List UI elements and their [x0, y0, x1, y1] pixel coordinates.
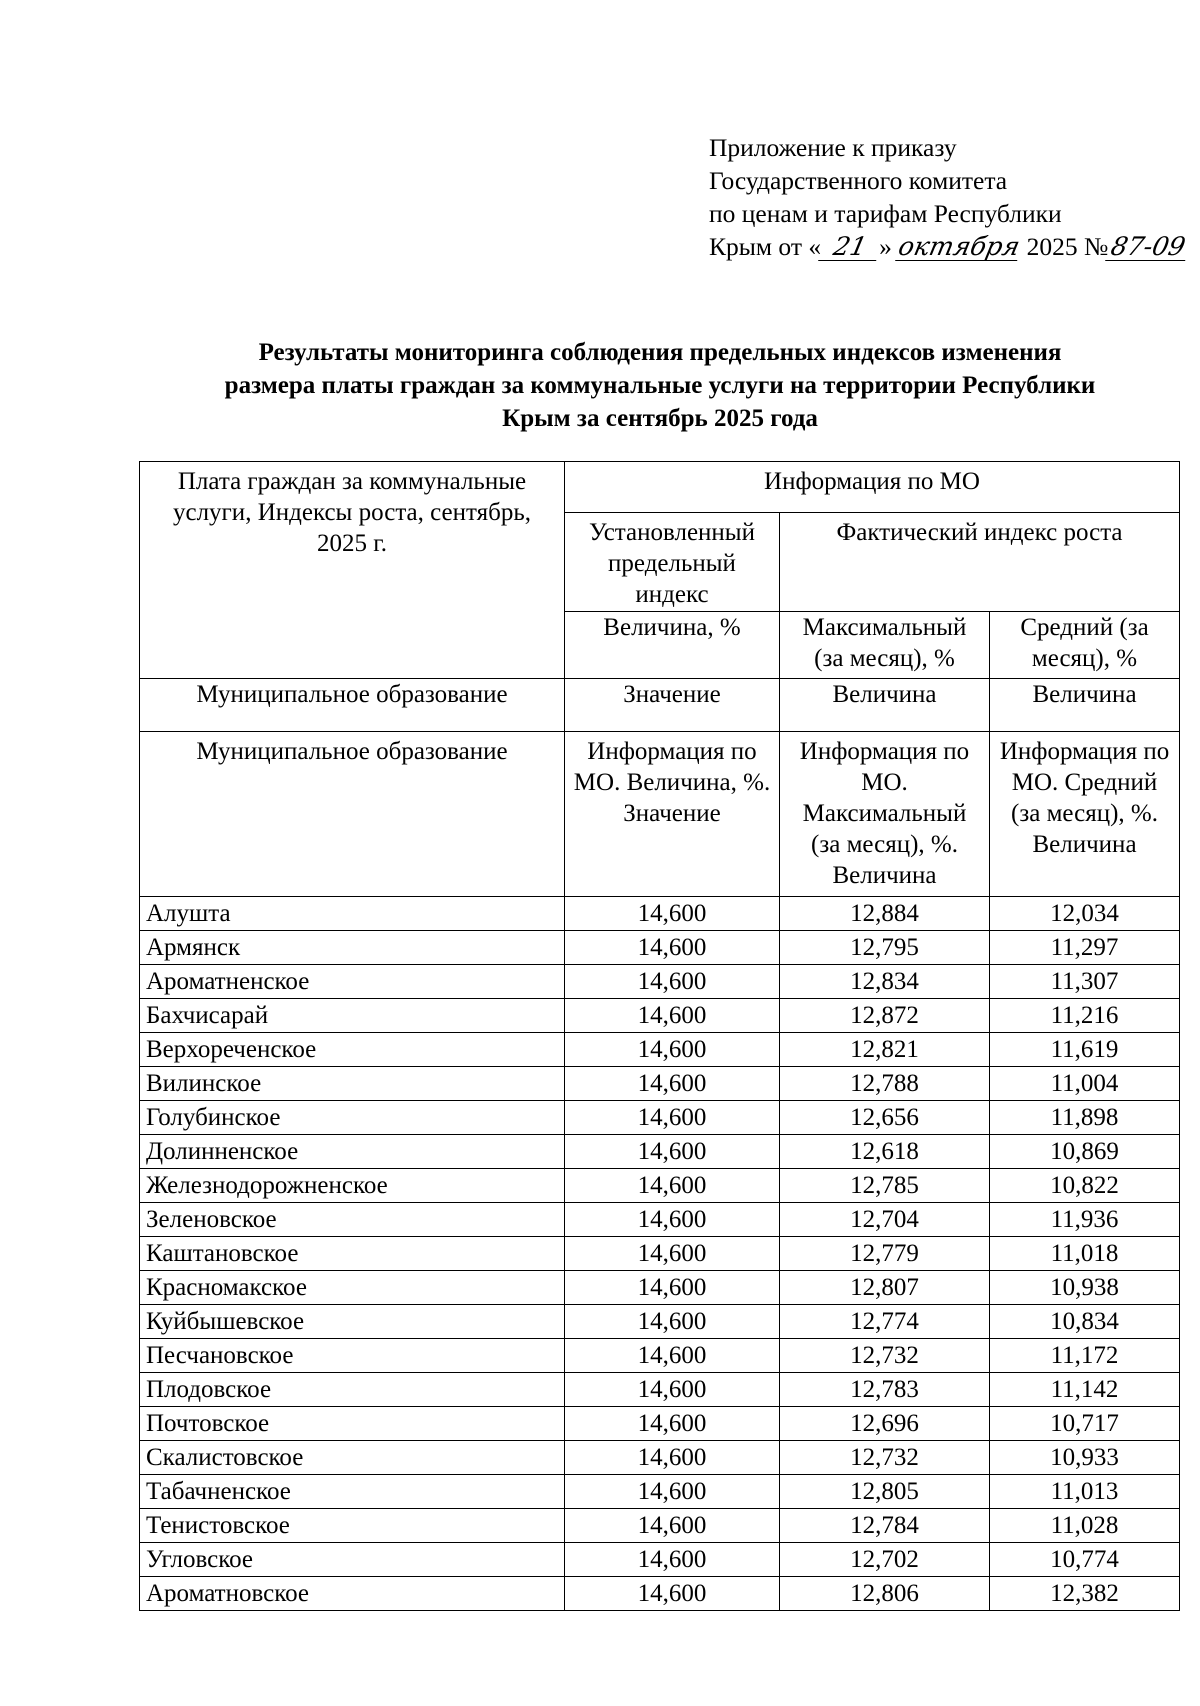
max-index-cell: 12,618 — [780, 1135, 990, 1169]
avg-index-cell: 11,028 — [990, 1509, 1180, 1543]
appendix-date-prefix: Крым от « — [709, 232, 822, 261]
avg-index-cell: 11,142 — [990, 1373, 1180, 1407]
table-row — [140, 1237, 1180, 1271]
avg-index-cell: 10,933 — [990, 1441, 1180, 1475]
max-index-cell: 12,779 — [780, 1237, 990, 1271]
header-avg-month: Средний (за месяц), % — [990, 612, 1180, 679]
table-body — [140, 897, 1180, 1611]
max-index-cell: 12,795 — [780, 931, 990, 965]
table-row — [140, 1543, 1180, 1577]
municipality-name-cell: Вилинское — [140, 1067, 565, 1101]
avg-index-cell: 11,013 — [990, 1475, 1180, 1509]
limit-index-cell: 14,600 — [565, 1033, 780, 1067]
avg-index-cell: 11,936 — [990, 1203, 1180, 1237]
municipality-name-cell: Ароматновское — [140, 1577, 565, 1611]
max-index-cell: 12,788 — [780, 1067, 990, 1101]
appendix-year: 2025 № — [1026, 232, 1109, 261]
max-index-cell: 12,785 — [780, 1169, 990, 1203]
avg-index-cell: 11,297 — [990, 931, 1180, 965]
max-index-cell: 12,783 — [780, 1373, 990, 1407]
handwritten-month: октября — [895, 232, 1023, 262]
avg-index-cell: 10,774 — [990, 1543, 1180, 1577]
limit-index-cell: 14,600 — [565, 1441, 780, 1475]
municipality-name-cell: Скалистовское — [140, 1441, 565, 1475]
handwritten-order-number: 87-09 — [1105, 234, 1191, 261]
avg-index-cell: 11,307 — [990, 965, 1180, 999]
table-row — [140, 1577, 1180, 1611]
avg-index-cell: 10,822 — [990, 1169, 1180, 1203]
table-row — [140, 1305, 1180, 1339]
limit-index-cell: 14,600 — [565, 1305, 780, 1339]
table-row — [140, 999, 1180, 1033]
limit-index-cell: 14,600 — [565, 1407, 780, 1441]
header-corner: Плата граждан за коммунальные услуги, Индексы роста, сентябрь, 2025 г. — [140, 462, 565, 679]
header-znachenie: Значение — [565, 679, 780, 732]
max-index-cell: 12,806 — [780, 1577, 990, 1611]
max-index-cell: 12,732 — [780, 1339, 990, 1373]
title-line-1: Результаты мониторинга соблюдения предельных индексов изменения — [258, 339, 1062, 366]
header-max-month: Максимальный (за месяц), % — [780, 612, 990, 679]
municipality-name-cell: Голубинское — [140, 1101, 565, 1135]
header-combined-max: Информация по МО. Максимальный (за месяц), %. Величина — [780, 732, 990, 897]
limit-index-cell: 14,600 — [565, 1475, 780, 1509]
municipality-name-cell: Железнодорожненское — [140, 1169, 565, 1203]
max-index-cell: 12,884 — [780, 897, 990, 931]
municipality-name-cell: Ароматненское — [140, 965, 565, 999]
limit-index-cell: 14,600 — [565, 1203, 780, 1237]
avg-index-cell: 10,834 — [990, 1305, 1180, 1339]
avg-index-cell: 11,216 — [990, 999, 1180, 1033]
handwritten-day: 21 — [818, 234, 882, 261]
limit-index-cell: 14,600 — [565, 1271, 780, 1305]
table-row — [140, 897, 1180, 931]
appendix-block — [709, 131, 1188, 263]
table-row — [140, 1033, 1180, 1067]
title-line-2: размера платы граждан за коммунальные услуги на территории Республики — [224, 372, 1096, 399]
table-row — [140, 1339, 1180, 1373]
limit-index-cell: 14,600 — [565, 1509, 780, 1543]
table-row — [140, 1135, 1180, 1169]
avg-index-cell: 10,717 — [990, 1407, 1180, 1441]
avg-index-cell: 10,938 — [990, 1271, 1180, 1305]
table-row — [140, 931, 1180, 965]
table-row — [140, 1203, 1180, 1237]
avg-index-cell: 11,898 — [990, 1101, 1180, 1135]
limit-index-cell: 14,600 — [565, 1067, 780, 1101]
municipality-name-cell: Верхореченское — [140, 1033, 565, 1067]
header-mo-label-combined: Муниципальное образование — [140, 732, 565, 897]
avg-index-cell: 11,004 — [990, 1067, 1180, 1101]
limit-index-cell: 14,600 — [565, 999, 780, 1033]
table-row — [140, 1441, 1180, 1475]
max-index-cell: 12,805 — [780, 1475, 990, 1509]
max-index-cell: 12,821 — [780, 1033, 990, 1067]
max-index-cell: 12,702 — [780, 1543, 990, 1577]
max-index-cell: 12,774 — [780, 1305, 990, 1339]
municipality-name-cell: Табачненское — [140, 1475, 565, 1509]
header-established-index: Установленный предельный индекс — [565, 513, 780, 612]
monitoring-table — [139, 461, 1180, 1611]
municipality-name-cell: Долинненское — [140, 1135, 565, 1169]
header-velichina-avg: Величина — [990, 679, 1180, 732]
municipality-name-cell: Почтовское — [140, 1407, 565, 1441]
max-index-cell: 12,732 — [780, 1441, 990, 1475]
municipality-name-cell: Песчановское — [140, 1339, 565, 1373]
limit-index-cell: 14,600 — [565, 1169, 780, 1203]
avg-index-cell: 11,172 — [990, 1339, 1180, 1373]
table-row — [140, 1169, 1180, 1203]
municipality-name-cell: Угловское — [140, 1543, 565, 1577]
limit-index-cell: 14,600 — [565, 931, 780, 965]
table-row — [140, 1101, 1180, 1135]
municipality-name-cell: Каштановское — [140, 1237, 565, 1271]
municipality-name-cell: Красномакское — [140, 1271, 565, 1305]
municipality-name-cell: Куйбышевское — [140, 1305, 565, 1339]
header-velichina-max: Величина — [780, 679, 990, 732]
municipality-name-cell: Тенистовское — [140, 1509, 565, 1543]
table-row — [140, 1067, 1180, 1101]
appendix-date-mid: » — [879, 232, 892, 261]
avg-index-cell: 11,018 — [990, 1237, 1180, 1271]
table-row — [140, 1475, 1180, 1509]
table-row — [140, 1509, 1180, 1543]
header-mo-label: Муниципальное образование — [140, 679, 565, 732]
max-index-cell: 12,784 — [780, 1509, 990, 1543]
max-index-cell: 12,807 — [780, 1271, 990, 1305]
max-index-cell: 12,872 — [780, 999, 990, 1033]
avg-index-cell: 11,619 — [990, 1033, 1180, 1067]
appendix-line-4 — [709, 230, 1188, 263]
appendix-line-3: по ценам и тарифам Республики — [709, 199, 1062, 228]
table-row — [140, 1407, 1180, 1441]
header-info-mo: Информация по МО — [565, 462, 1180, 513]
table-row — [140, 965, 1180, 999]
avg-index-cell: 12,034 — [990, 897, 1180, 931]
max-index-cell: 12,704 — [780, 1203, 990, 1237]
appendix-line-2: Государственного комитета — [709, 166, 1008, 195]
max-index-cell: 12,696 — [780, 1407, 990, 1441]
municipality-name-cell: Армянск — [140, 931, 565, 965]
municipality-name-cell: Бахчисарай — [140, 999, 565, 1033]
limit-index-cell: 14,600 — [565, 1135, 780, 1169]
municipality-name-cell: Зеленовское — [140, 1203, 565, 1237]
table-row — [140, 1271, 1180, 1305]
header-combined-avg: Информация по МО. Средний (за месяц), %. Величина — [990, 732, 1180, 897]
limit-index-cell: 14,600 — [565, 1373, 780, 1407]
table-row — [140, 1373, 1180, 1407]
header-value-pct: Величина, % — [565, 612, 780, 679]
header-combined-limit: Информация по МО. Величина, %. Значение — [565, 732, 780, 897]
max-index-cell: 12,656 — [780, 1101, 990, 1135]
municipality-name-cell: Алушта — [140, 897, 565, 931]
limit-index-cell: 14,600 — [565, 1577, 780, 1611]
table-header — [140, 462, 1180, 897]
max-index-cell: 12,834 — [780, 965, 990, 999]
header-actual-index: Фактический индекс роста — [780, 513, 1180, 612]
limit-index-cell: 14,600 — [565, 965, 780, 999]
limit-index-cell: 14,600 — [565, 897, 780, 931]
document-title — [120, 336, 1200, 435]
avg-index-cell: 10,869 — [990, 1135, 1180, 1169]
limit-index-cell: 14,600 — [565, 1237, 780, 1271]
limit-index-cell: 14,600 — [565, 1101, 780, 1135]
title-line-3: Крым за сентябрь 2025 года — [502, 405, 818, 432]
limit-index-cell: 14,600 — [565, 1339, 780, 1373]
avg-index-cell: 12,382 — [990, 1577, 1180, 1611]
municipality-name-cell: Плодовское — [140, 1373, 565, 1407]
appendix-line-1: Приложение к приказу — [709, 133, 957, 162]
limit-index-cell: 14,600 — [565, 1543, 780, 1577]
